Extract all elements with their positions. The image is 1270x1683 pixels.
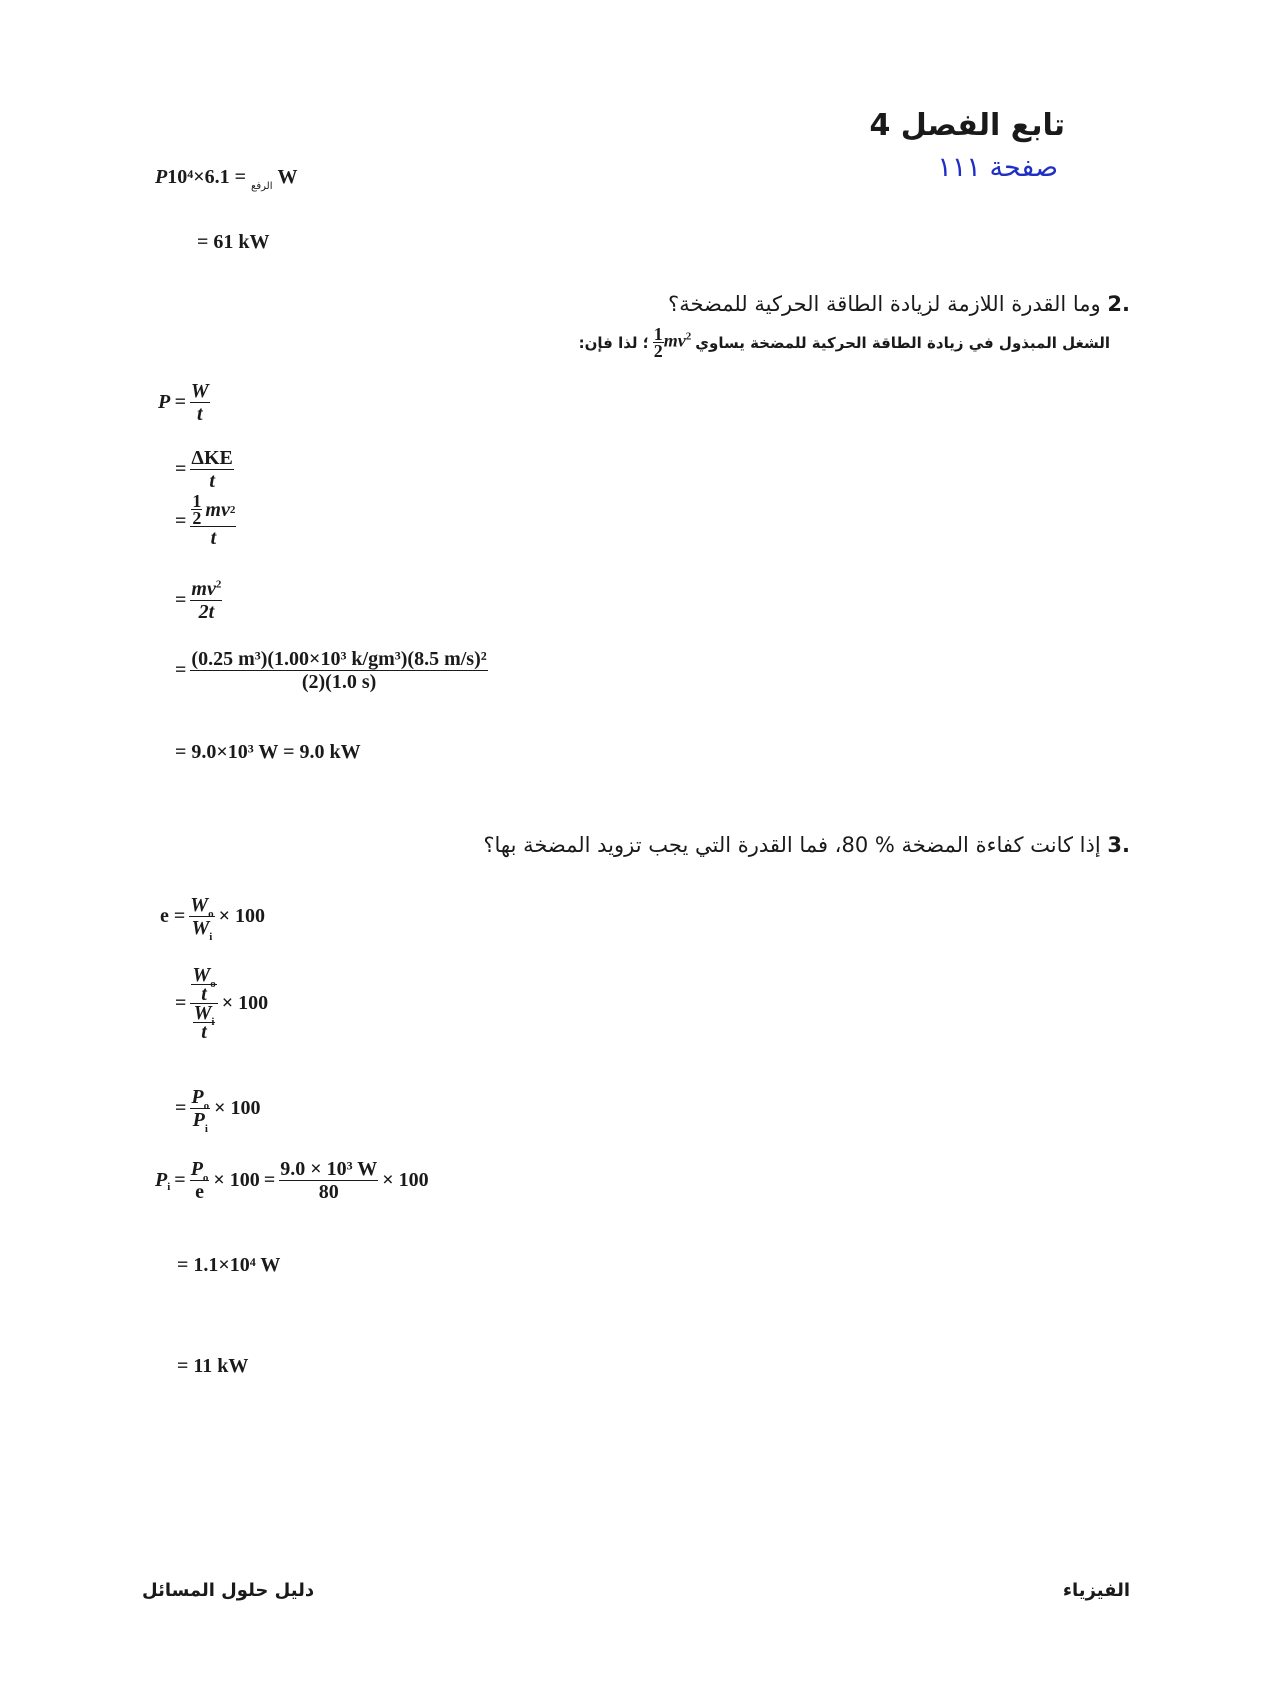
question-2-number: .2: [1107, 292, 1130, 316]
input-power-formula: P i = $\frac{P_o}{e}$ × 100 = $\frac{\text{9.0 × 10³ W}}{80}$ × 100: [155, 1158, 429, 1203]
input-power-result-kw: = 11 kW: [177, 1355, 249, 1377]
footer-guide: دليل حلول المسائل: [142, 1580, 315, 1601]
question-2-answer: [579, 326, 1110, 359]
power-half-mv2: = $\frac{1}{2}$ mv 2 t: [175, 491, 236, 549]
power-result-q2: = 9.0×10³ W = 9.0 kW: [175, 741, 361, 763]
power-mv2-2t: = $\frac{mv^2}{2t}$: [175, 578, 222, 623]
question-3: [483, 833, 1130, 857]
efficiency-work-over-time: = $\frac{\frac{W_o}{t}}{\frac{W_i}{t}}$ × 100: [175, 964, 269, 1043]
input-power-result-w: = 1.1×10⁴ W: [177, 1254, 281, 1276]
answer-prefix: الشغل المبذول في زيادة الطاقة الحركية للمضخة يساوي: [695, 333, 1110, 352]
efficiency-power-ratio: = $\frac{P_o}{P_i}$ × 100: [175, 1086, 261, 1135]
chapter-title: تابع الفصل 4: [869, 108, 1065, 143]
question-3-number: .3: [1107, 833, 1130, 857]
efficiency-definition: e = $\frac{W_o}{W_i}$ × 100: [160, 894, 265, 943]
power-delta-ke: = $\frac{\text{ΔKE}}{t}$: [175, 447, 233, 492]
answer-suffix: ؛ لذا فإن:: [578, 333, 649, 352]
power-substitution: = $\frac{\text{(0.25 m³)(1.00×10³ k/gm³)(8.5 m/s)²}}{(2)(1.0 s)}$: [175, 648, 487, 693]
power-lift-kw: = 61 kW: [197, 231, 270, 253]
power-lift-line: P $_{الرفع}$ = 6.1×10⁴ W: [155, 166, 298, 192]
question-2: [668, 292, 1130, 316]
answer-formula: $\frac{1}{2}$ $mv^2$: [653, 324, 692, 361]
question-2-text: وما القدرة اللازمة لزيادة الطاقة الحركية للمضخة؟: [668, 292, 1101, 316]
footer-subject: الفيزياء: [1062, 1580, 1130, 1601]
question-3-text: إذا كانت كفاءة المضخة % 80، فما القدرة التي يجب تزويد المضخة بها؟: [483, 833, 1101, 857]
page-reference: صفحة ١١١: [937, 152, 1058, 183]
power-definition: P = $\frac{W}{t}$: [158, 380, 209, 425]
